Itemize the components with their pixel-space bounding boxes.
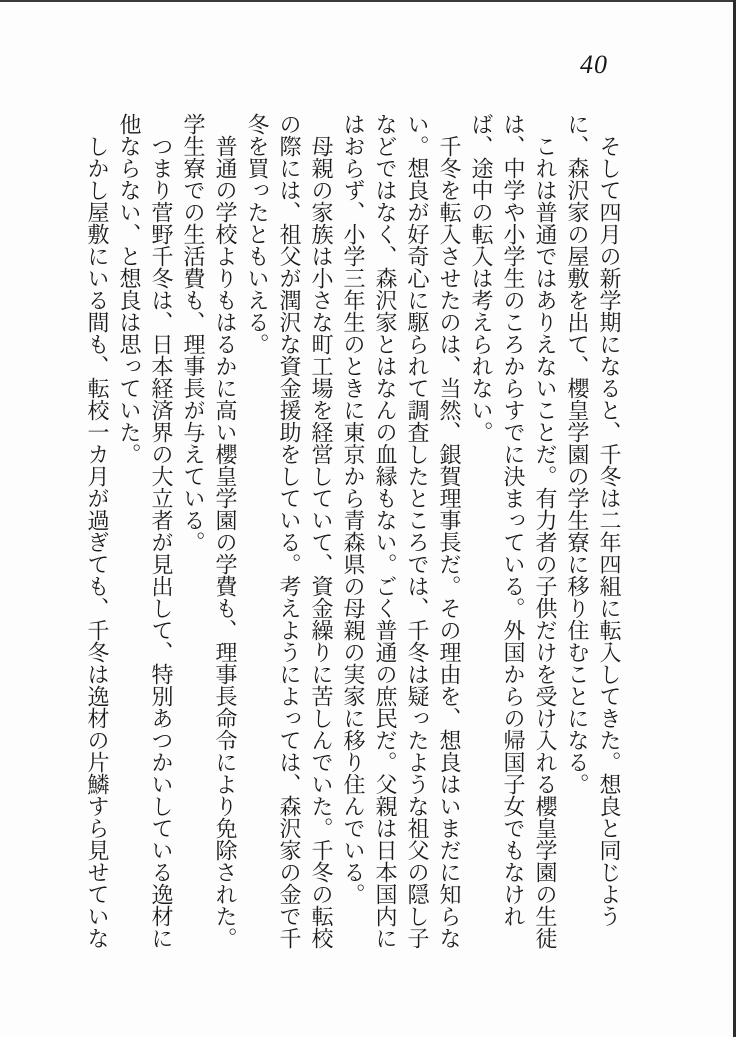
paragraph: これは普通ではありえないことだ。有力者の子供だけを受け入れる櫻皇学園の生徒は、中学や小学生のころからすでに決まっている。外国からの帰国子女でもなければ、途中の転入は考えられない。 (469, 113, 558, 949)
paragraph: つまり菅野千冬は、日本経済界の大立者が見出して、特別あつかいしている逸材に他ならない、と想良は思っていた。 (117, 113, 174, 949)
paragraph: そして四月の新学期になると、千冬は二年四組に転入してきた。想良と同じように、森沢家の屋敷を出て、櫻皇学園の学生寮に移り住むことになる。 (565, 113, 622, 927)
scan-edge-top (0, 0, 736, 2)
paragraph: 千冬を転入させたのは、当然、銀賀理事長だ。その理由を、想良はいまだに知らない。想良が好奇心に駆られて調査したところでは、千冬は疑ったような祖父の隠し子などではなく、森沢家とはなんの血縁もない。ごく普通の庶民だ。父親は日本国内にはおらず、小学三年生のときに東京から青森県の母親の実家に移り住んでいる。 (341, 113, 462, 949)
paragraph: 母親の家族は小さな町工場を経営していて、資金繰りに苦しんでいた。千冬の転校の際には、祖父が潤沢な資金援助をしている。考えようによっては、森沢家の金で千冬を買ったともいえる。 (245, 113, 334, 949)
paragraph: しかし屋敷にいる間も、転校一カ月が過ぎても、千冬は逸材の片鱗すら見せていな (85, 135, 110, 949)
body-text (81, 113, 625, 959)
page-number: 40 (580, 50, 608, 79)
paragraph: 普通の学校よりもはるかに高い櫻皇学園の学費も、理事長命令により免除された。学生寮での生活費も、理事長が与えている。 (181, 113, 238, 949)
